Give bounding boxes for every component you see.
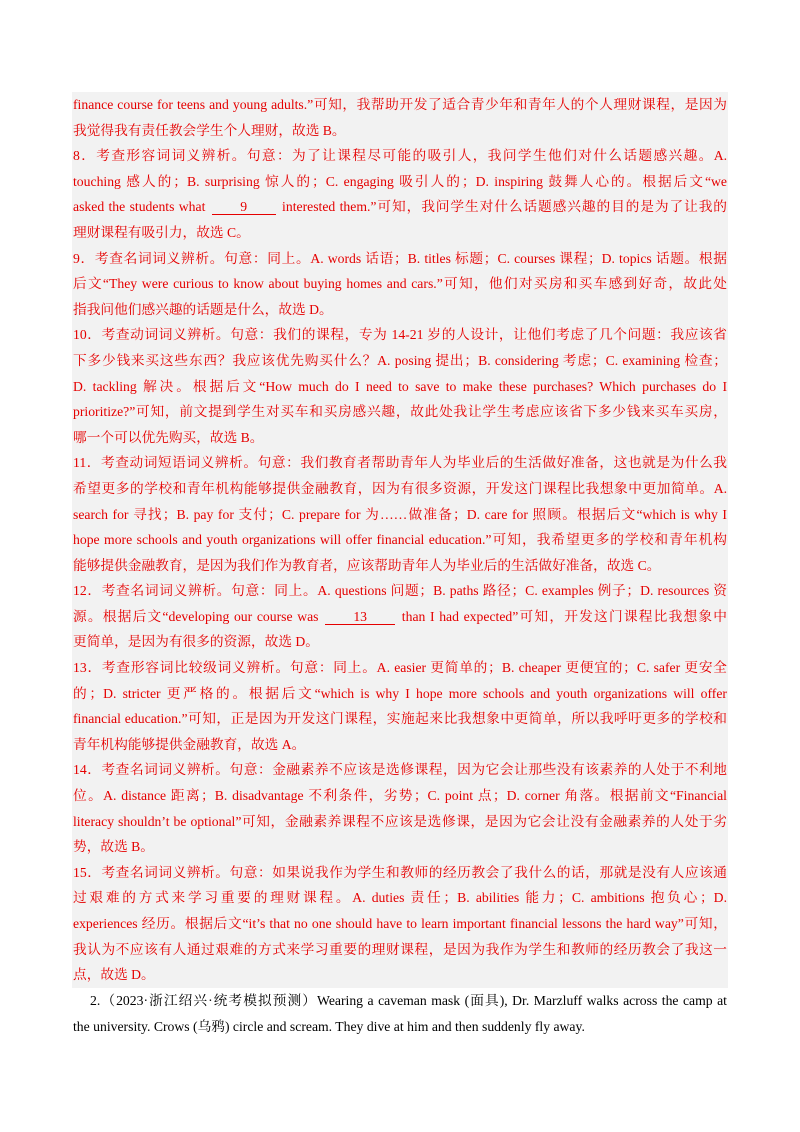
explanation-line: experiences 经历。根据后文“it’s that no one should have to learn important financial lessons the hard way”可知， — [73, 916, 727, 931]
explanation-line: 13．考查形容词比较级词义辨析。句意：同上。A. easier 更简单的；B. cheaper 更便宜的；C. safer 更安全 — [73, 660, 727, 676]
question-2-passage — [73, 988, 727, 1039]
line-text: asked the students what — [73, 199, 210, 215]
explanation-line — [73, 194, 727, 220]
explanation-line: 9．考查名词词义辨析。句意：同上。A. words 话语；B. titles 标题；C. courses 课程；D. topics 话题。根据 — [73, 250, 727, 266]
explanation-item-11 — [73, 450, 727, 578]
explanation-line: 12．考查名词词义辨析。句意：同上。A. questions 问题；B. paths 路径；C. examples 例子；D. resources 资 — [73, 583, 727, 599]
explanation-item-9 — [73, 246, 727, 323]
explanation-item-10 — [73, 322, 727, 450]
explanation-item-8 — [73, 143, 727, 245]
line-text: 源。根据后文“developing our course was — [73, 608, 324, 624]
explanation-line: 11．考查动词短语词义辨析。句意：我们教育者帮助青年人为毕业后的生活做好准备，这也就是为什么我 — [73, 455, 727, 471]
explanation-line — [73, 604, 727, 630]
answer-blank: 13 — [325, 609, 395, 625]
explanation-item-15 — [73, 860, 727, 988]
answer-explanation-box — [72, 92, 728, 988]
explanation-line: D. tackling 解决。根据后文“How much do I need to save to make these purchases? Which purchases do I — [73, 378, 727, 394]
explanation-line: 势，故选 B。 — [73, 839, 154, 855]
explanation-line: 14．考查名词词义辨析。句意：金融素养不应该是选修课程，因为它会让那些没有该素养的人处于不利地 — [73, 762, 727, 778]
passage-line: the university. Crows (乌鸦) circle and scream. They dive at him and then suddenly fly away. — [73, 1018, 585, 1034]
explanation-line: hope more schools and youth organizations will offer financial education.”可知，我希望更多的学校和青年机构 — [73, 532, 727, 548]
explanation-line: 更简单，是因为有很多的资源，故选 D。 — [73, 634, 319, 650]
line-text: than I had expected”可知，开发这门课程比我想象中 — [397, 608, 727, 624]
explanation-line: 理财课程有吸引力，故选 C。 — [73, 224, 250, 240]
explanation-line: touching 感人的；B. surprising 惊人的；C. engaging 吸引人的；D. inspiring 鼓舞人心的。根据后文“we — [73, 173, 727, 189]
explanation-line: finance course for teens and young adults.”可知，我帮助开发了适合青少年和青年人的个人理财课程，是因为 — [73, 97, 727, 112]
explanation-line: 下多少钱来买这些东西？我应该优先购买什么？A. posing 提出；B. considering 考虑；C. examining 检查； — [73, 352, 727, 368]
explanation-line: 我认为不应该有人通过艰难的方式来学习重要的理财课程，是因为我作为学生和教师的经历教会了我这一 — [73, 941, 727, 957]
explanation-line: literacy shouldn’t be optional”可知，金融素养课程不应该是选修课，是因为它会让没有金融素养的人处于劣 — [73, 813, 727, 829]
explanation-line: 青年机构能够提供金融教育，故选 A。 — [73, 736, 306, 752]
passage-line: 2.（2023·浙江绍兴·统考模拟预测）Wearing a caveman mask (面具), Dr. Marzluff walks across the camp at — [90, 993, 727, 1008]
line-text: interested them.”可知，我问学生对什么话题感兴趣的目的是为了让我的 — [277, 199, 727, 215]
explanation-item-13 — [73, 655, 727, 757]
explanation-line: 哪一个可以优先购买，故选 B。 — [73, 429, 264, 445]
explanation-line: 点，故选 D。 — [73, 967, 155, 983]
explanation-item-12 — [73, 578, 727, 655]
explanation-line: search for 寻找；B. pay for 支付；C. prepare for 为……做准备；D. care for 照顾。根据后文“which is why I — [73, 506, 727, 522]
explanation-line: 位。A. distance 距离；B. disadvantage 不利条件，劣势；C. point 点；D. corner 角落。根据前文“Financial — [73, 788, 727, 804]
answer-blank: 9 — [212, 199, 276, 215]
explanation-item-7-continued — [73, 92, 727, 143]
explanation-line: 希望更多的学校和青年机构能够提供金融教育，因为有很多资源，开发这门课程比我想象中更加简单。A. — [73, 480, 727, 496]
explanation-line: 8．考查形容词词义辨析。句意：为了让课程尽可能的吸引人，我问学生他们对什么话题感兴趣。A. — [73, 148, 727, 164]
explanation-line: 指我问他们感兴趣的话题是什么，故选 D。 — [73, 301, 333, 317]
explanation-line: 的；D. stricter 更严格的。根据后文“which is why I hope more schools and youth organizations will offer — [73, 685, 727, 701]
explanation-line: 15．考查名词词义辨析。句意：如果说我作为学生和教师的经历教会了我什么的话，那就是没有人应该通 — [73, 864, 727, 880]
explanation-line: 我觉得我有责任教会学生个人理财，故选 B。 — [73, 122, 346, 138]
explanation-line: financial education.”可知，正是因为开发这门课程，实施起来比我想象中更简单，所以我呼吁更多的学校和 — [73, 711, 727, 727]
explanation-item-14 — [73, 757, 727, 859]
explanation-line: 能够提供金融教育，是因为我们作为教育者，应该帮助青年人为毕业后的生活做好准备，故选 C。 — [73, 557, 661, 573]
explanation-line: 10．考查动词词义辨析。句意：我们的课程，专为 14-21 岁的人设计，让他们考虑了几个问题：我应该省 — [73, 327, 727, 343]
explanation-line: 后文“They were curious to know about buying homes and cars.”可知，他们对买房和买车感到好奇，故此处 — [73, 276, 727, 292]
explanation-line: prioritize?”可知，前文提到学生对买车和买房感兴趣，故此处我让学生考虑应该省下多少钱来买车买房， — [73, 404, 727, 420]
explanation-line: 过艰难的方式来学习重要的理财课程。A. duties 责任；B. abilities 能力；C. ambitions 抱负心；D. — [73, 890, 727, 906]
